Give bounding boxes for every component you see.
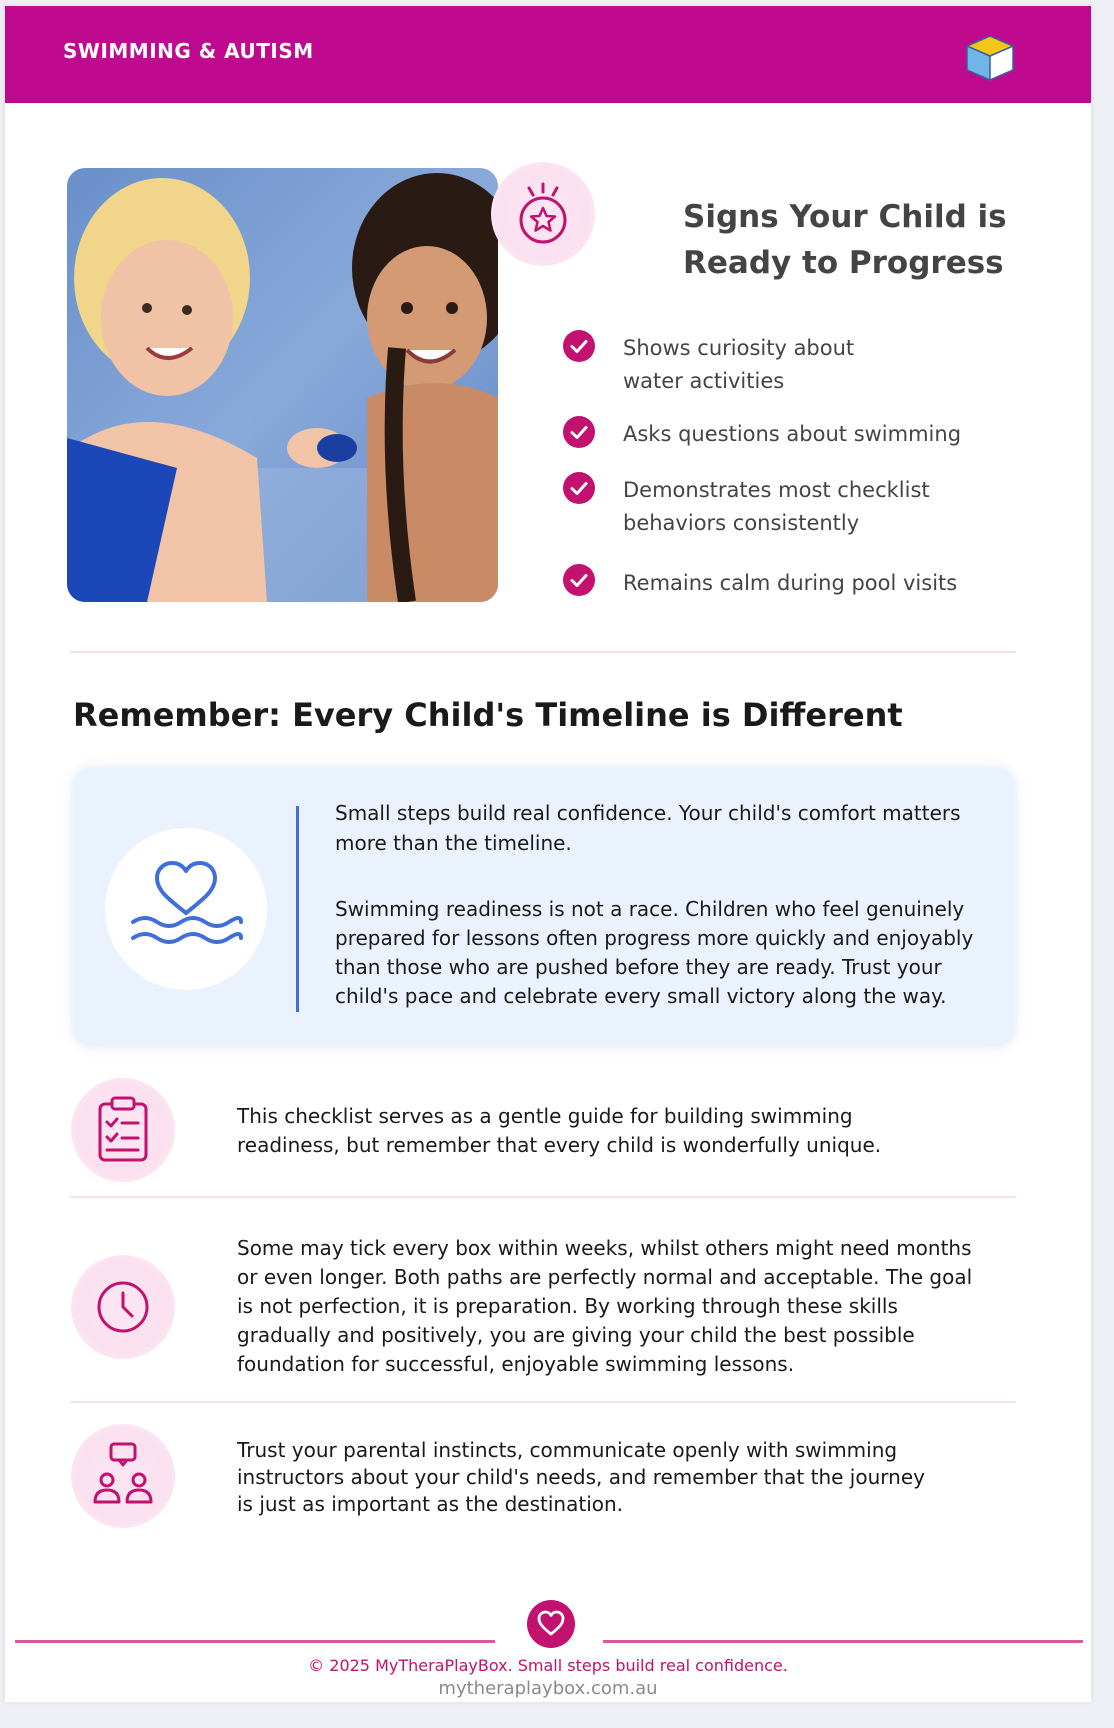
- remember-heading: Remember: Every Child's Timeline is Different: [73, 696, 903, 734]
- sign-item: [623, 474, 983, 540]
- heart-waves-icon: [105, 828, 267, 990]
- page: [5, 6, 1091, 1702]
- toy-cube-icon: [955, 26, 1025, 86]
- check-icon: [563, 472, 595, 504]
- section-divider: [70, 651, 1016, 653]
- children-photo: [67, 168, 498, 602]
- children-illustration: [67, 168, 498, 602]
- star-medal-icon: [491, 162, 595, 266]
- clipboard-checklist-icon: [71, 1078, 175, 1182]
- people-chat-icon-circle: [71, 1424, 175, 1528]
- section-divider: [70, 1196, 1016, 1198]
- heart-icon: [527, 1600, 575, 1648]
- sign-item-line: Asks questions about swimming: [623, 422, 962, 446]
- header-bar: [5, 6, 1091, 103]
- signs-heading-line1: Signs Your Child is: [683, 199, 1007, 235]
- footer-rule-left: [15, 1640, 495, 1643]
- footer-rule-right: [603, 1640, 1083, 1643]
- callout-paragraph-1: Small steps build real confidence. Your child's comfort matters more than the timeline.: [335, 801, 961, 855]
- clock-icon: [71, 1255, 175, 1359]
- note-text-checklist: This checklist serves as a gentle guide for building swimming readiness, but remember that every child is wonderfully unique.: [237, 1104, 882, 1157]
- check-icon: [563, 416, 595, 448]
- remember-callout: [73, 768, 1015, 1046]
- sign-item-line: Shows curiosity about: [623, 336, 855, 360]
- signs-heading: [683, 194, 1013, 286]
- heart-waves-icon-circle: [105, 828, 267, 990]
- sign-item-line: Remains calm during pool visits: [623, 571, 958, 595]
- clipboard-icon-circle: [71, 1078, 175, 1182]
- clock-icon-circle: [71, 1255, 175, 1359]
- note-text-timeline: Some may tick every box within weeks, whilst others might need months or even longer. Both paths are perfectly normal and acceptable. The goal is not perfection, it is preparation. By working through these skills gradually and positively, you are giving your child the best possible foundation for successful, enjoyable swimming lessons.: [237, 1236, 973, 1376]
- signs-heading-line2: Ready to Progress: [683, 245, 1004, 281]
- note-text-trust: Trust your parental instincts, communicate openly with swimming instructors about your child's needs, and remember that the journey is just as important as the destination.: [237, 1438, 925, 1516]
- sign-item: [623, 418, 983, 451]
- footer-copyright: © 2025 MyTheraPlayBox. Small steps build real confidence.: [308, 1656, 788, 1675]
- star-medal-icon-circle: [491, 162, 595, 266]
- header-title: SWIMMING & AUTISM: [63, 39, 314, 63]
- sign-item: [623, 332, 983, 398]
- callout-paragraph-2: Swimming readiness is not a race. Children who feel genuinely prepared for lessons often progress more quickly and enjoyably than those who are pushed before they are ready. Trust your child's pace and celebrate every small victory along the way.: [335, 897, 974, 1008]
- people-chat-icon: [71, 1424, 175, 1528]
- footer-heart-badge: [527, 1600, 575, 1648]
- section-divider: [70, 1401, 1016, 1403]
- sign-item-line: Demonstrates most checklist: [623, 478, 930, 502]
- callout-accent-bar: [296, 806, 299, 1012]
- check-icon: [563, 564, 595, 596]
- footer-website-link[interactable]: mytheraplaybox.com.au: [438, 1678, 658, 1699]
- check-icon: [563, 330, 595, 362]
- sign-item-line: water activities: [623, 369, 785, 393]
- sign-item-line: behaviors consistently: [623, 511, 860, 535]
- sign-item: [623, 567, 983, 600]
